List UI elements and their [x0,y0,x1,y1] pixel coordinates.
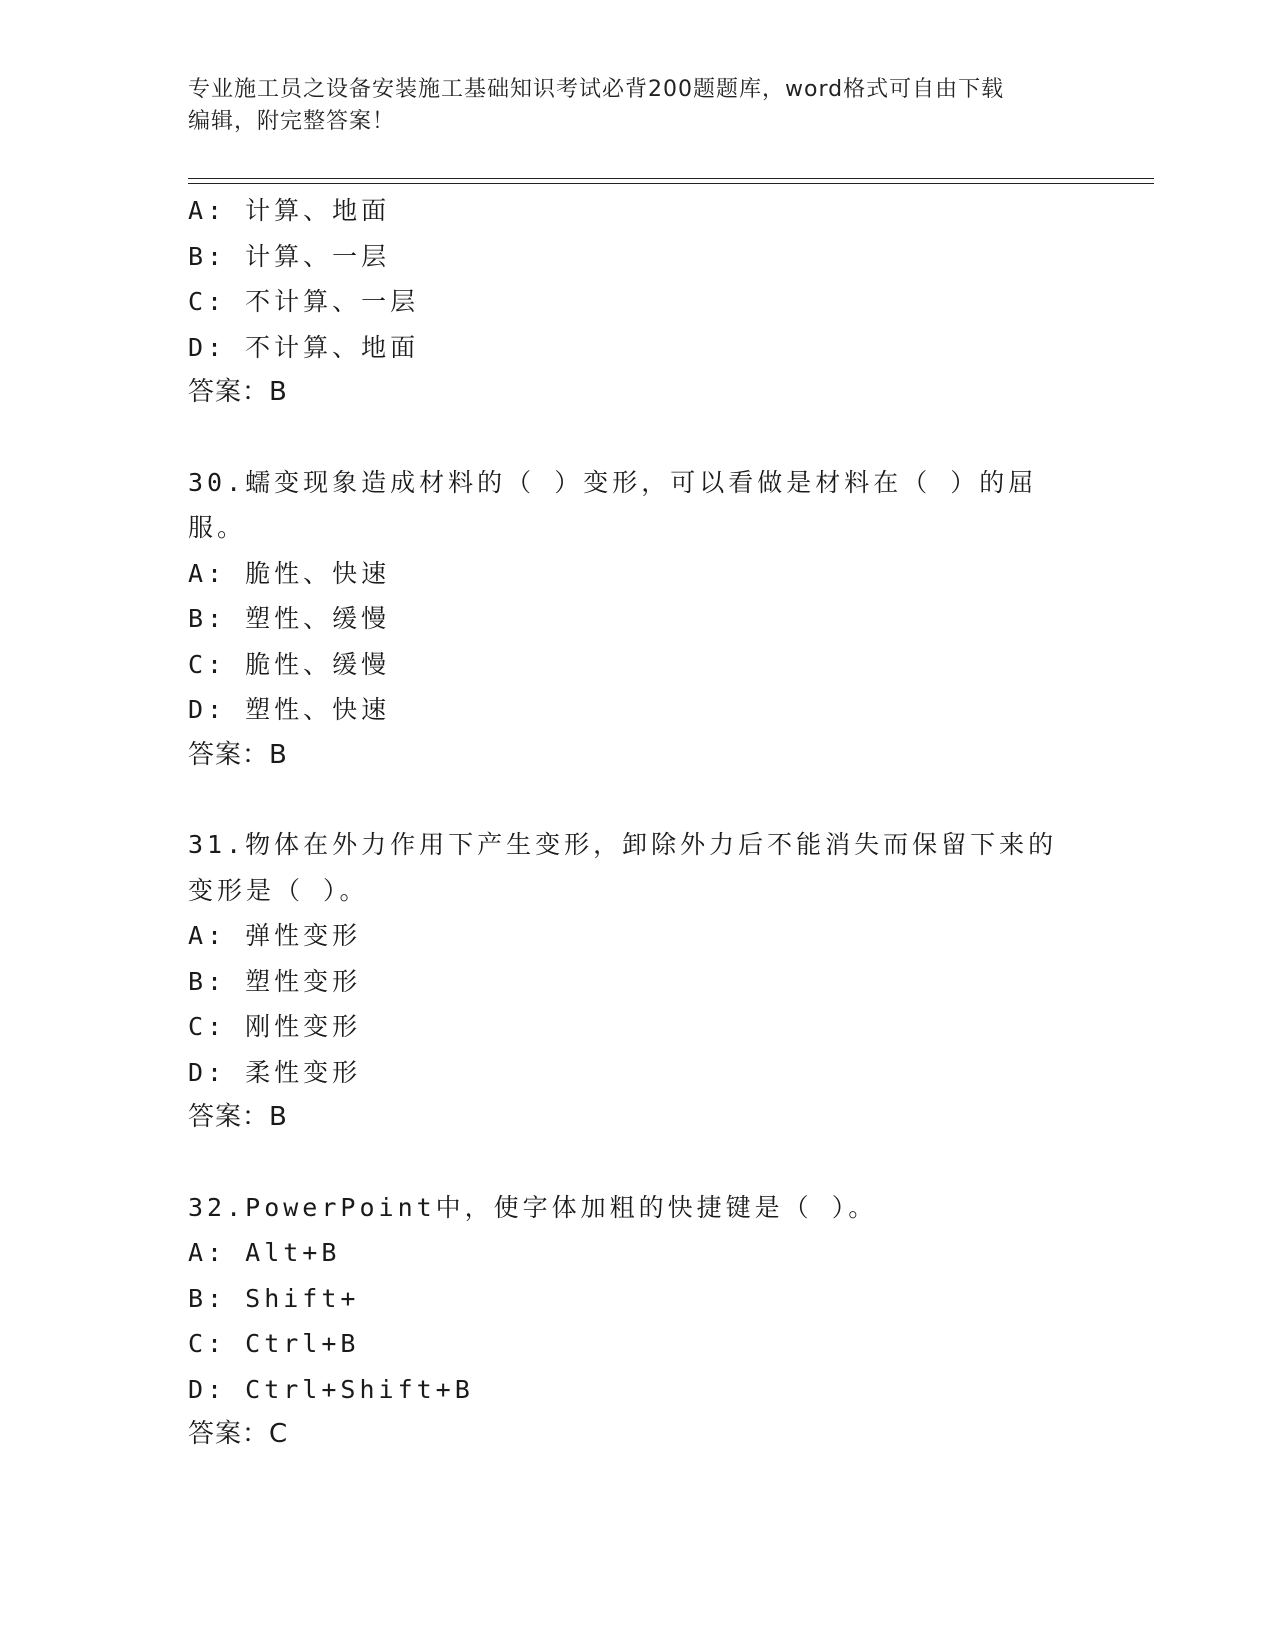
answer-text: 答案：B [188,739,288,770]
option-a: A: 计算、地面 [188,196,391,225]
option-b: B: Shift+ [188,1283,360,1313]
document-header [188,74,1088,138]
option-b: B: 塑性变形 [188,966,362,996]
question-block [188,188,1154,416]
option-d: D: 不计算、地面 [188,332,420,362]
question-block [188,822,1154,1141]
option-b: B: 塑性、缓慢 [188,604,391,633]
header-title-line-2: 编辑，附完整答案！ [188,109,396,134]
option-c: C: 刚性变形 [188,1012,362,1041]
answer-text: 答案：B [188,377,288,407]
question-list [188,188,1154,1458]
option-c: C: Ctrl+B [188,1329,360,1358]
header-divider-top [188,178,1154,179]
header-title-line-1: 专业施工员之设备安装施工基础知识考试必背200题题库，word格式可自由下载 [188,77,1005,102]
option-a: A: 脆性、快速 [188,558,391,588]
answer-text: 答案：C [188,1419,289,1449]
question-text: 30.蠕变现象造成材料的（ ）变形，可以看做是材料在（ ）的屈服。 [188,467,1038,542]
question-block [188,460,1154,779]
answer-text: 答案：B [188,1102,288,1132]
option-a: A: 弹性变形 [188,921,362,950]
option-a: A: Alt+B [188,1238,341,1267]
question-text: 31.物体在外力作用下产生变形，卸除外力后不能消失而保留下来的变形是（ ）。 [188,830,1058,905]
option-b: B: 计算、一层 [188,241,391,271]
option-c: C: 脆性、缓慢 [188,649,391,679]
option-d: D: Ctrl+Shift+B [188,1374,474,1404]
question-text: 32.PowerPoint中，使字体加粗的快捷键是（ ）。 [188,1192,878,1222]
option-d: D: 塑性、快速 [188,695,391,724]
question-block [188,1185,1154,1458]
header-divider-bottom [188,183,1154,184]
option-c: C: 不计算、一层 [188,287,420,316]
option-d: D: 柔性变形 [188,1057,362,1087]
